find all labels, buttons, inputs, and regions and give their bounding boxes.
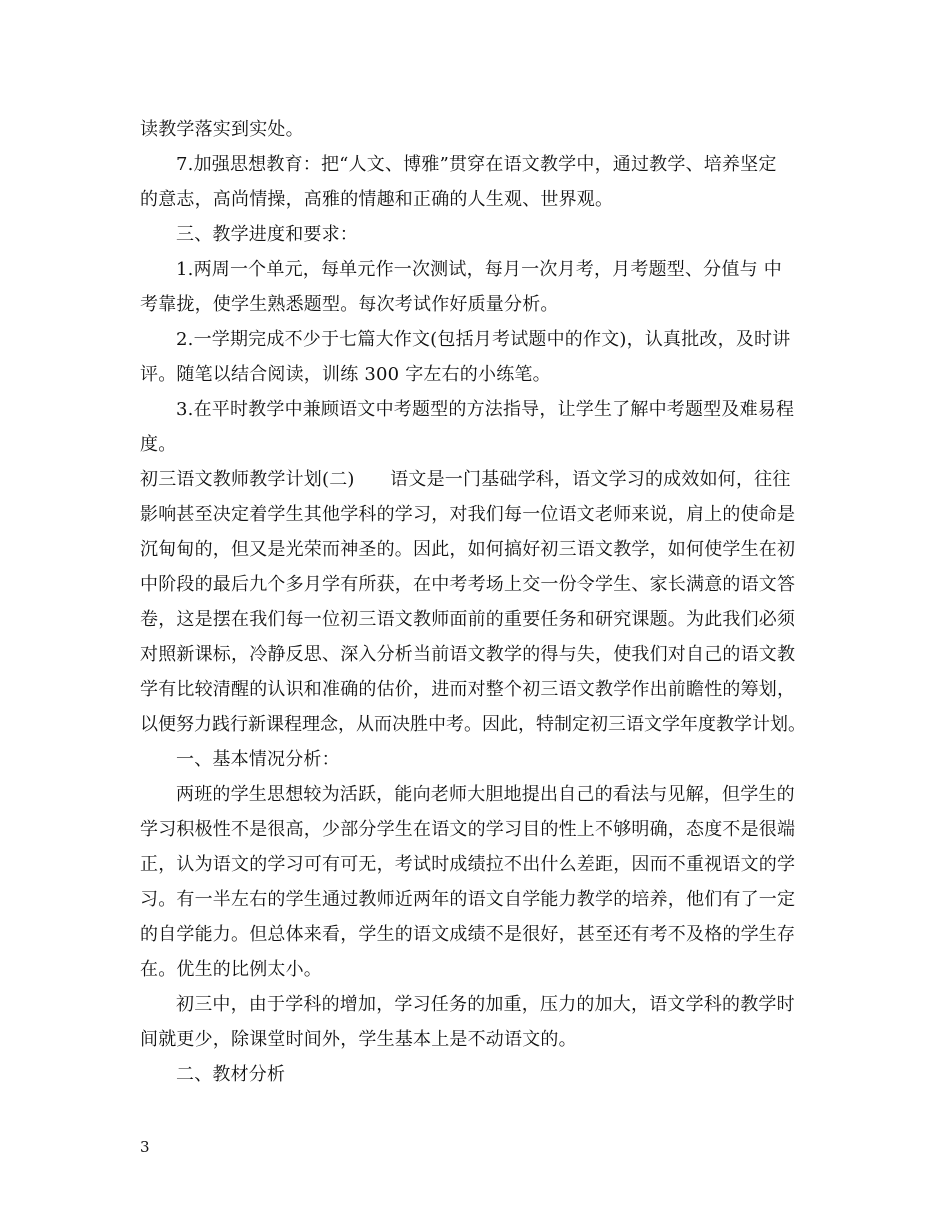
section-heading: 二、教材分析 [176,1064,286,1085]
text-line: 初三中，由于学科的增加，学习任务的加重，压力的加大，语文学科的教学时 [176,994,795,1015]
text-line: 影响甚至决定着学生其他学科的学习，对我们每一位语文老师来说，肩上的使命是 [140,504,796,525]
text-line: 7.加强思想教育：把“人文、博雅”贯穿在语文教学中，通过教学、培养坚定 [176,154,777,175]
text-line: 学有比较清醒的认识和准确的估价，进而对整个初三语文教学作出前瞻性的筹划， [140,679,796,700]
text-line: 在。优生的比例太小。 [140,959,322,980]
text-line: 两班的学生思想较为活跃，能向老师大胆地提出自己的看法与见解，但学生的 [176,784,795,805]
page-number: 3 [140,1138,150,1156]
text-line: 沉甸甸的，但又是光荣而神圣的。因此，如何搞好初三语文教学，如何使学生在初 [140,539,796,560]
text-line: 间就更少，除课堂时间外，学生基本上是不动语文的。 [140,1029,577,1050]
text-line: 1.两周一个单元，每单元作一次测试，每月一次月考，月考题型、分值与 中 [176,259,782,280]
text-line: 的意志，高尚情操，高雅的情趣和正确的人生观、世界观。 [140,189,614,210]
text-line: 读教学落实到实处。 [140,119,304,140]
text-line: 评。随笔以结合阅读，训练 300 字左右的小练笔。 [140,364,551,385]
text-line: 学习积极性不是很高，少部分学生在语文的学习目的性上不够明确，态度不是很端 [140,819,796,840]
text-line: 度。 [140,434,177,455]
text-line: 中阶段的最后九个多月学有所获，在中考考场上交一份令学生、家长满意的语文答 [140,574,796,595]
text-line: 以便努力践行新课程理念，从而决胜中考。因此，特制定初三语文学年度教学计划。 [140,714,806,735]
text-line: 习。有一半左右的学生通过教师近两年的语文自学能力教学的培养，他们有了一定 [140,889,796,910]
text-line: 对照新课标，冷静反思、深入分析当前语文教学的得与失，使我们对自己的语文教 [140,644,796,665]
text-line: 正，认为语文的学习可有可无，考试时成绩拉不出什么差距，因而不重视语文的学 [140,854,796,875]
document-title-line: 初三语文教师教学计划(二) 语文是一门基础学科，语文学习的成效如何，往往 [140,469,791,490]
text-line: 卷，这是摆在我们每一位初三语文教师面前的重要任务和研究课题。为此我们必须 [140,609,796,630]
section-heading: 三、教学进度和要求： [176,224,358,245]
section-heading: 一、基本情况分析： [176,749,340,770]
text-line: 考靠拢，使学生熟悉题型。每次考试作好质量分析。 [140,294,559,315]
text-line: 2.一学期完成不少于七篇大作文(包括月考试题中的作文)，认真批改，及时讲 [176,329,791,350]
text-line: 的自学能力。但总体来看，学生的语文成绩不是很好，甚至还有考不及格的学生存 [140,924,796,945]
text-line: 3.在平时教学中兼顾语文中考题型的方法指导，让学生了解中考题型及难易程 [176,399,795,420]
